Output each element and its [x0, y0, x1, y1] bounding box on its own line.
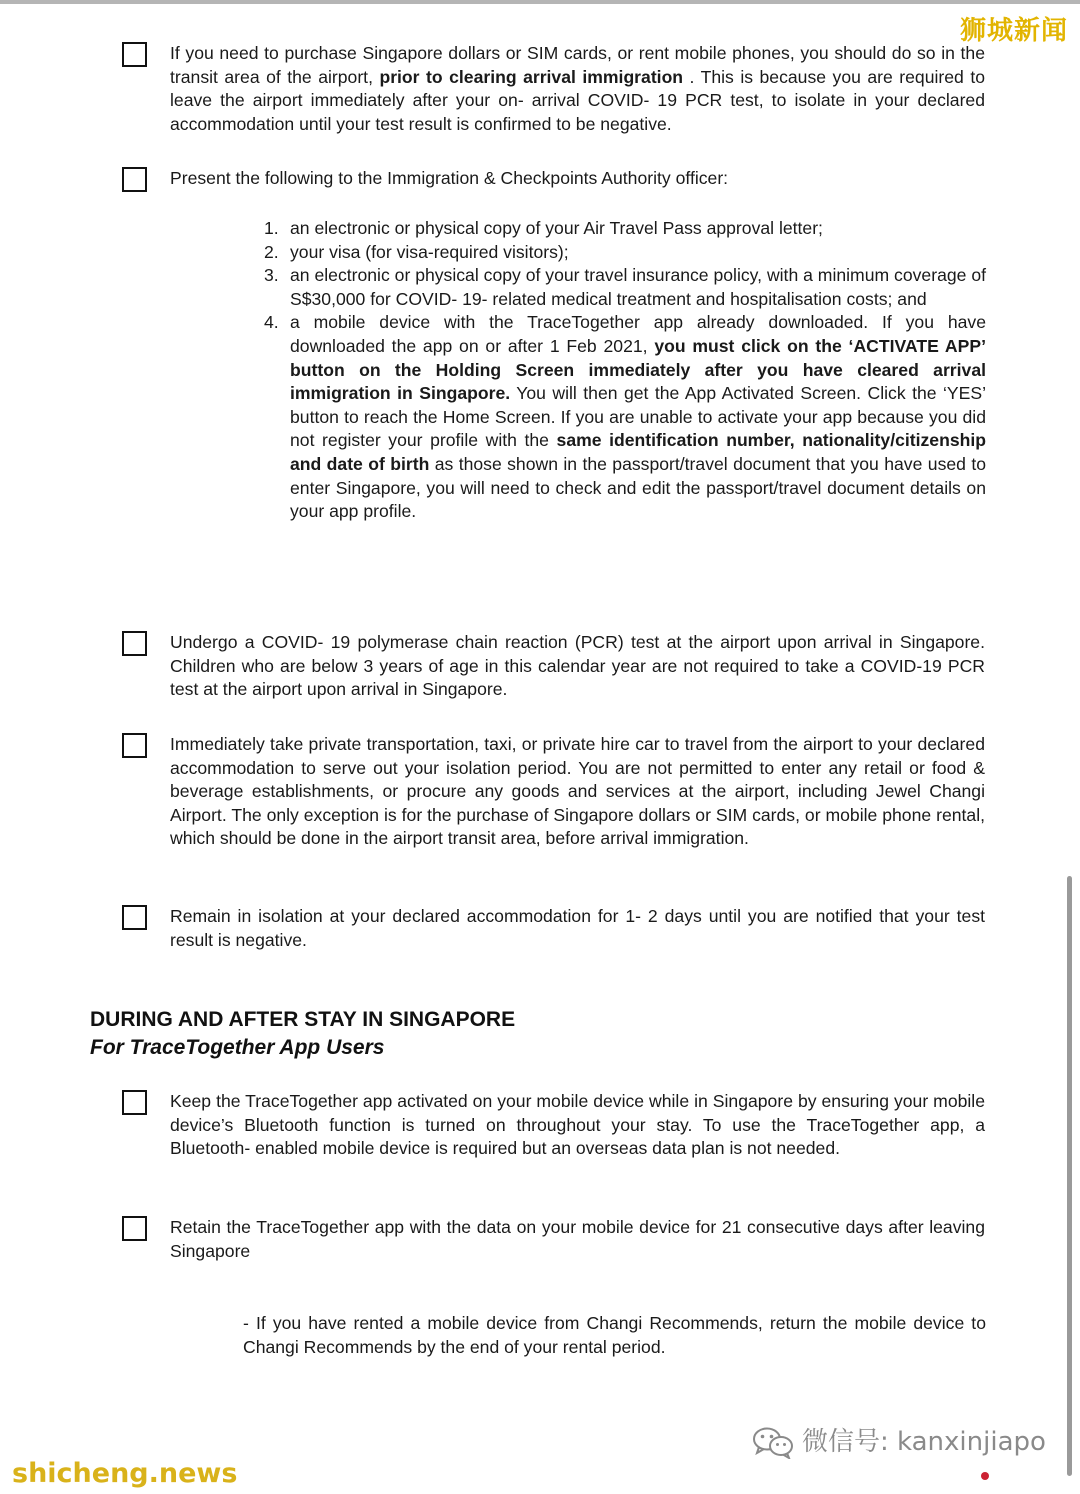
section-heading: DURING AND AFTER STAY IN SINGAPORE — [90, 1008, 516, 1031]
item-text: Present the following to the Immigration & Checkpoints Authority officer: — [170, 168, 729, 188]
list-text: as those shown in the passport/travel document that you have used to enter Singapore, you will need to check and edit the passport/travel document details on your app profile. — [290, 453, 986, 522]
text-run: If you need to purchase Singapore dollars or SIM cards, or rent mobile phones, you should do so in the transit area of the airport, — [170, 43, 985, 87]
item-text: Immediately take private transportation, taxi, or private hire car to travel from the airport to your declared accommodation to serve out your isolation period. You are not permitted to enter any retail or food & beverage establishments, or procure any goods and services at the airport, including Jewel Changi Airport. The only exception is for the purchase of Singapore dollars or SIM cards, or mobile phone rental, which should be done in the airport transit area, before arrival immigration. — [170, 734, 985, 849]
checkbox[interactable] — [122, 167, 147, 192]
item-text: Keep the TraceTogether app activated on your mobile device while in Singapore by ensuring your mobile device’s Bluetooth function is turned on throughout your stay. To use the TraceTogether app, a Bluetooth- enabled mobile device is required but an overseas data plan is not needed. — [170, 1091, 985, 1159]
top-edge-bar — [0, 0, 1080, 4]
section-subheading: For TraceTogether App Users — [90, 1036, 385, 1059]
emphasis: you must click on the ‘ACTIVATE APP’ button on the Holding Screen immediately after you have cleared arrival immigration in Singapore. — [290, 335, 986, 404]
wechat-id-text: 微信号: kanxinjiapo — [802, 1427, 1046, 1457]
list-text: You will then get the App Activated Screen. Click the ‘YES’ button to reach the Home Screen. If you are unable to activate your app because you did not register your profile with the — [290, 383, 986, 451]
item-text: Undergo a COVID- 19 polymerase chain reaction (PCR) test at the airport upon arrival in Singapore. Children who are below 3 years of age in this calendar year are not required to take a COVID-19 PCR test at the airport upon arrival in Singapore. — [170, 632, 985, 700]
decorative-dot — [981, 1472, 989, 1480]
wechat-icon — [752, 1425, 794, 1459]
checkbox[interactable] — [122, 631, 147, 656]
text-run: . This is because you are required to leave the airport immediately after your on- arrival COVID- 19 PCR test, to isolate in your declared accommodation until your test result is confirmed to be negative. — [170, 66, 986, 134]
scrollbar-thumb[interactable] — [1067, 876, 1072, 1476]
item-text: Remain in isolation at your declared accommodation for 1- 2 days until you are notified that your test result is negative. — [170, 906, 985, 950]
checkbox[interactable] — [122, 733, 147, 758]
emphasis: prior to clearing arrival immigration — [379, 66, 684, 87]
list-item — [264, 217, 986, 241]
watermark-top-right: 狮城新闻 — [960, 16, 1069, 46]
checkbox[interactable] — [122, 1216, 147, 1241]
list-text: an electronic or physical copy of your travel insurance policy, with a minimum coverage of S$30,000 for COVID- 19- related medical treatment and hospitalisation costs; and — [290, 265, 986, 309]
emphasis: same identification number, nationality/citizenship and date of birth — [290, 430, 986, 474]
list-item — [264, 311, 986, 523]
item-text: Retain the TraceTogether app with the data on your mobile device for 21 consecutive days after leaving Singapore — [170, 1217, 985, 1261]
checkbox[interactable] — [122, 905, 147, 930]
list-number: 4. — [264, 312, 279, 333]
rental-note: - If you have rented a mobile device from Changi Recommends, return the mobile device to Changi Recommends by the end of your rental period. — [243, 1313, 986, 1357]
checkbox[interactable] — [122, 1090, 147, 1115]
list-number: 3. — [264, 265, 279, 286]
checkbox[interactable] — [122, 42, 147, 67]
list-item — [264, 241, 986, 265]
list-text: your visa (for visa-required visitors); — [290, 241, 569, 262]
list-number: 2. — [264, 241, 279, 262]
list-number: 1. — [264, 218, 279, 238]
watermark-wechat — [752, 1425, 1046, 1459]
ica-document-list — [264, 217, 986, 524]
item-text — [170, 42, 985, 136]
list-text: a mobile device with the TraceTogether app already downloaded. If you have downloaded the app on or after 1 Feb 2021, — [290, 312, 986, 356]
list-text: an electronic or physical copy of your Air Travel Pass approval letter; — [290, 218, 823, 238]
list-item — [264, 264, 986, 311]
watermark-site: shicheng.news — [12, 1458, 238, 1489]
